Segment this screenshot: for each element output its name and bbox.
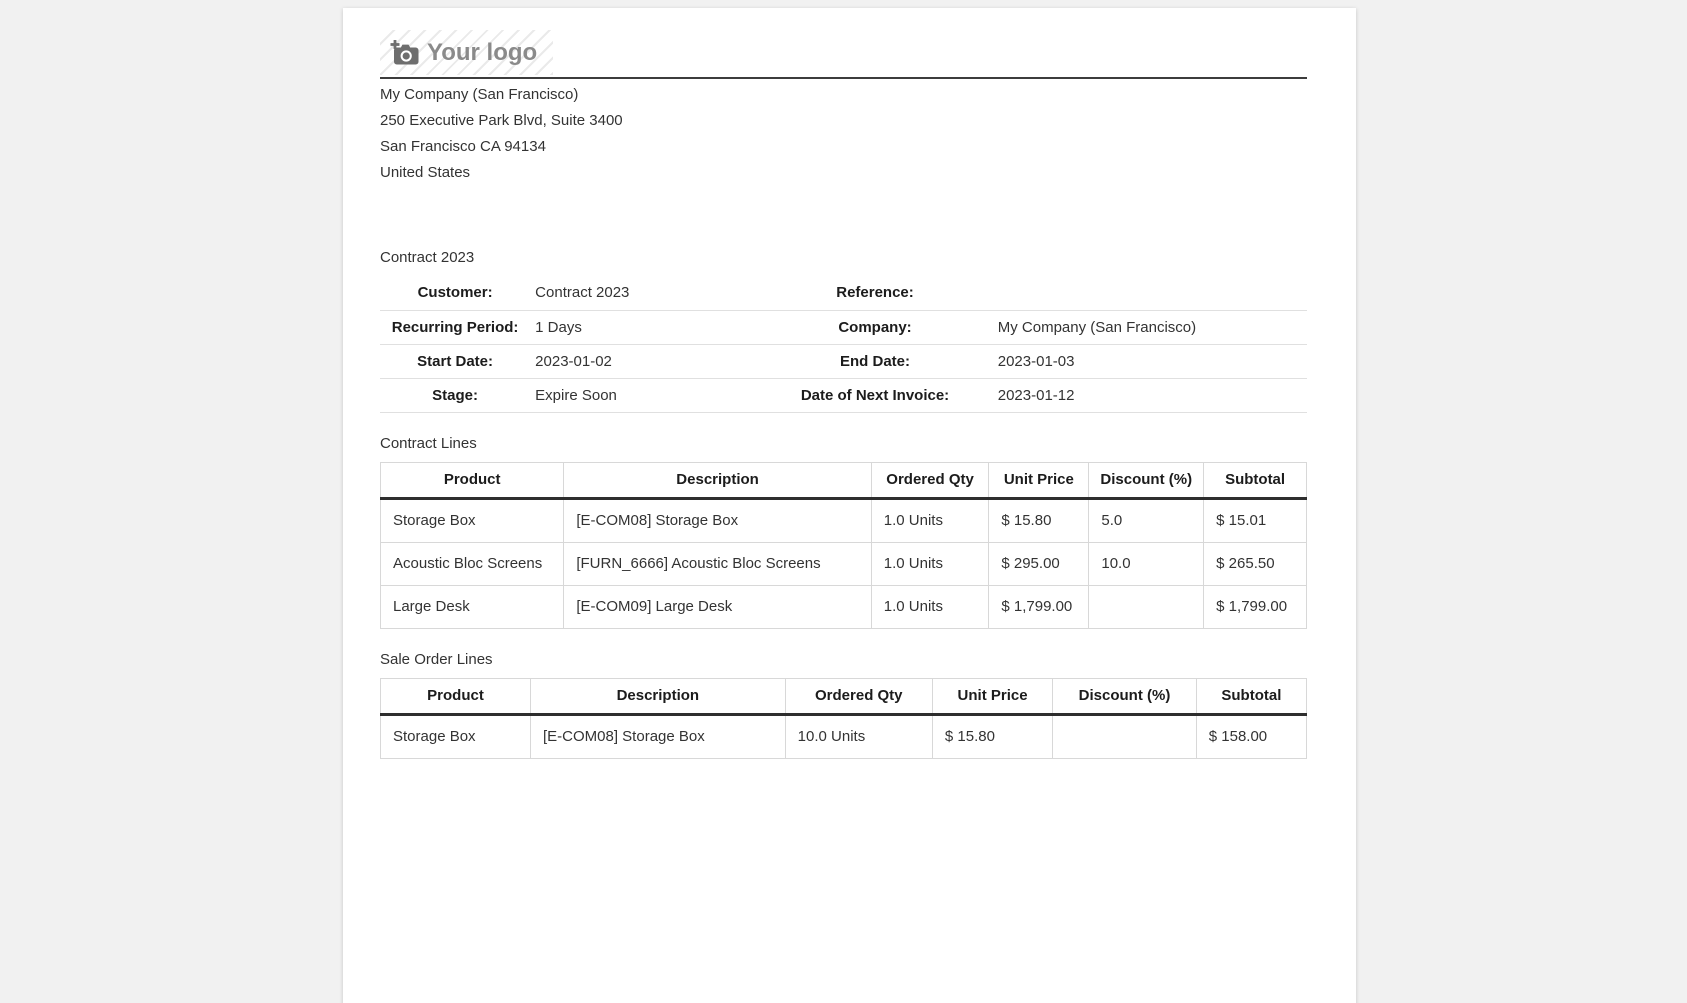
details-row xyxy=(380,378,1307,412)
details-value: 2023-01-12 xyxy=(993,378,1307,412)
company-street: 250 Executive Park Blvd, Suite 3400 xyxy=(380,112,623,129)
contract-lines-title: Contract Lines xyxy=(380,434,477,452)
details-value: My Company (San Francisco) xyxy=(993,310,1307,344)
column-header: Ordered Qty xyxy=(785,678,932,714)
details-label: Start Date: xyxy=(380,344,530,378)
table-cell: [E-COM08] Storage Box xyxy=(531,714,786,758)
details-value: Expire Soon xyxy=(530,378,757,412)
details-label: Customer: xyxy=(380,276,530,310)
column-header: Product xyxy=(381,678,531,714)
column-header: Unit Price xyxy=(932,678,1052,714)
table-cell: Storage Box xyxy=(381,498,564,542)
table-cell: 1.0 Units xyxy=(871,498,989,542)
column-header: Subtotal xyxy=(1204,462,1307,498)
table-cell: 5.0 xyxy=(1089,498,1204,542)
column-header: Subtotal xyxy=(1196,678,1306,714)
table-cell xyxy=(1089,585,1204,628)
header-row xyxy=(381,678,1307,714)
table-cell: $ 295.00 xyxy=(989,542,1089,585)
table-cell: 1.0 Units xyxy=(871,585,989,628)
sale-order-lines-title: Sale Order Lines xyxy=(380,650,493,668)
table-cell: 1.0 Units xyxy=(871,542,989,585)
company-country: United States xyxy=(380,164,471,181)
column-header: Unit Price xyxy=(989,462,1089,498)
details-label: Date of Next Invoice: xyxy=(757,378,992,412)
column-header: Ordered Qty xyxy=(871,462,989,498)
table-cell: $ 15.80 xyxy=(989,498,1089,542)
table-cell: $ 15.80 xyxy=(932,714,1052,758)
table-cell: $ 158.00 xyxy=(1196,714,1306,758)
column-header: Description xyxy=(531,678,786,714)
contract-details-table xyxy=(380,276,1307,413)
table-cell: $ 1,799.00 xyxy=(989,585,1089,628)
column-header: Product xyxy=(381,462,564,498)
document-title: Contract 2023 xyxy=(380,249,475,266)
details-value: 1 Days xyxy=(530,310,757,344)
report-page xyxy=(343,8,1356,1003)
details-value xyxy=(993,276,1307,310)
table-cell: $ 265.50 xyxy=(1204,542,1307,585)
table-cell: [E-COM08] Storage Box xyxy=(564,498,871,542)
table-cell: Acoustic Bloc Screens xyxy=(381,542,564,585)
column-header: Discount (%) xyxy=(1053,678,1197,714)
details-label: Recurring Period: xyxy=(380,310,530,344)
company-name: My Company (San Francisco) xyxy=(380,86,579,103)
details-value: 2023-01-02 xyxy=(530,344,757,378)
table-row xyxy=(381,498,1307,542)
details-label: Company: xyxy=(757,310,992,344)
report-content xyxy=(343,8,1356,759)
column-header: Discount (%) xyxy=(1089,462,1204,498)
sale-order-lines-table xyxy=(380,678,1307,759)
details-label: Reference: xyxy=(757,276,992,310)
details-row xyxy=(380,276,1307,310)
report-header xyxy=(380,30,1307,79)
table-cell: Large Desk xyxy=(381,585,564,628)
table-row xyxy=(381,585,1307,628)
table-cell: Storage Box xyxy=(381,714,531,758)
details-label: End Date: xyxy=(757,344,992,378)
details-value: Contract 2023 xyxy=(530,276,757,310)
contract-lines-table xyxy=(380,462,1307,629)
details-value: 2023-01-03 xyxy=(993,344,1307,378)
logo-placeholder xyxy=(380,30,553,75)
table-cell: [E-COM09] Large Desk xyxy=(564,585,871,628)
table-cell: $ 15.01 xyxy=(1204,498,1307,542)
table-cell xyxy=(1053,714,1197,758)
logo-text: Your logo xyxy=(427,38,538,66)
company-address xyxy=(380,82,1307,186)
details-row xyxy=(380,310,1307,344)
header-row xyxy=(381,462,1307,498)
camera-plus-icon xyxy=(390,40,419,65)
company-city: San Francisco CA 94134 xyxy=(380,138,546,155)
table-cell: $ 1,799.00 xyxy=(1204,585,1307,628)
table-cell: 10.0 Units xyxy=(785,714,932,758)
table-row xyxy=(381,542,1307,585)
table-cell: [FURN_6666] Acoustic Bloc Screens xyxy=(564,542,871,585)
table-cell: 10.0 xyxy=(1089,542,1204,585)
details-row xyxy=(380,344,1307,378)
column-header: Description xyxy=(564,462,871,498)
details-label: Stage: xyxy=(380,378,530,412)
table-row xyxy=(381,714,1307,758)
